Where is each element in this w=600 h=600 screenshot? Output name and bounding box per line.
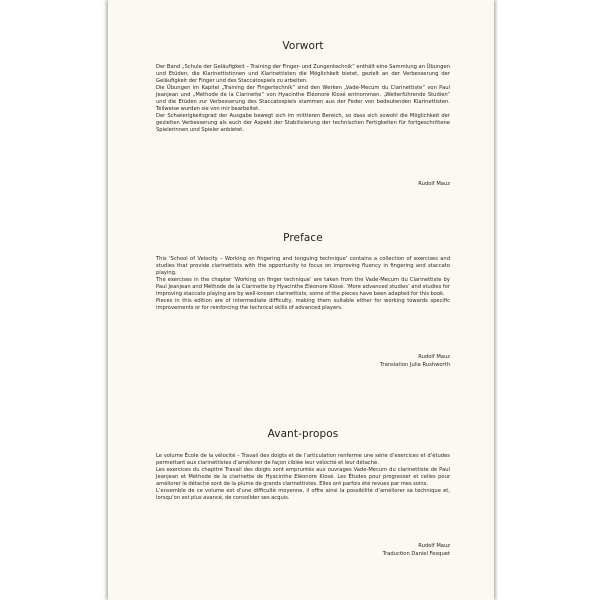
vorwort-paragraph: Der Schwierigkeitsgrad der Ausgabe bewegt sich im mittleren Bereich, so dass sich sowohl die Möglichkeit der gezielten Verbesserung als auch der Aspekt der Stabilisierung der technischen Fertigkeiten für fortgeschrittene Spielerinnen und Spieler anbietet. <box>156 113 450 134</box>
avant-propos-paragraph: Le volume École de la vélocité – Travail des doigts et de l’articulation renferme une série d’exercices et d’études permettant aux clarinettistes d’améliorer de façon ciblée leur vélocité et leur détaché. <box>156 453 450 467</box>
signature-preface <box>380 353 450 370</box>
heading-preface: Preface <box>283 232 323 244</box>
signature-vorwort <box>418 180 450 188</box>
signature-author: Rudolf Mauz <box>418 354 450 360</box>
section-avant-propos <box>156 428 450 502</box>
heading-avant-propos: Avant-propos <box>267 428 339 440</box>
document-page <box>108 0 494 600</box>
signature-translator: Translation Julia Rushworth <box>380 362 450 369</box>
avant-propos-paragraph: L’ensemble de ce volume est d’une difficulté moyenne, il offre ainsi la possibilité d’améliorer sa technique et, lorsqu’on est plus avancé, de consolider ses acquis. <box>156 488 450 502</box>
heading-vorwort: Vorwort <box>282 40 324 52</box>
avant-propos-paragraph: Les exercices du chapitre Travail des doigts sont empruntés aux ouvrages Vade-Mecum du clarinettiste de Paul Jeanjean et Méthode de la clarinette de Hyacinthe Eléonore Klosé. Les Études pour progresser et celles pour améliorer le détaché sont de la plume de grands clarinettistes. Elles ont parfois été revues par mes soins. <box>156 467 450 488</box>
preface-paragraph: The exercises in the chapter ‘Working on finger technique’ are taken from the Vade-Mecum du Clarinettiste by Paul Jeanjean and Méthode de la Clarinette by Hyacinthe Eléonore Klosé. ‘More advanced studies’ and studies for improving staccato playing are by well-known clarinettists; some of the pieces have been adapted for this book. <box>156 277 450 298</box>
section-preface <box>156 232 450 312</box>
preface-paragraph: Pieces in this edition are of intermediate difficulty, making them suitable either for working towards specific improvements or for reinforcing the technical skills of advanced players. <box>156 298 450 312</box>
signature-translator: Traduction Daniel Fesquet <box>382 551 450 558</box>
signature-author: Rudolf Mauz <box>418 181 450 187</box>
vorwort-paragraph: Die Übungen im Kapitel „Training der Fingertechnik“ sind den Werken „Vade-Mecum du Clarinettiste“ von Paul Jeanjean und „Méthode de la Clarinette“ von Hyacinthe Eléonore Klosé entnommen. „Weiterführende Studien“ und die Etüden zur Verbesserung des Staccatospiels stammen aus der Feder von bedeutenden Klarinettisten. Teilweise wurden sie von mir bearbeitet. <box>156 85 450 113</box>
signature-author: Rudolf Mauz <box>418 543 450 549</box>
section-vorwort <box>156 40 450 134</box>
vorwort-paragraph: Der Band „Schule der Geläufigkeit – Training der Finger- und Zungentechnik“ enthält eine Sammlung an Übungen und Etüden, die Klarinettistinnen und Klarinettisten die Möglichkeit bietet, gezielt an der Verbesserung der Geläufigkeit der Finger und des Staccatospiels zu arbeiten. <box>156 64 450 85</box>
signature-avant-propos <box>383 542 450 559</box>
preface-paragraph: This ‘School of Velocity – Working on fingering and tonguing technique’ contains a collection of exercises and studies that provide clarinettists with the opportunity to focus on improving fluency in fingering and staccato playing. <box>156 256 450 277</box>
